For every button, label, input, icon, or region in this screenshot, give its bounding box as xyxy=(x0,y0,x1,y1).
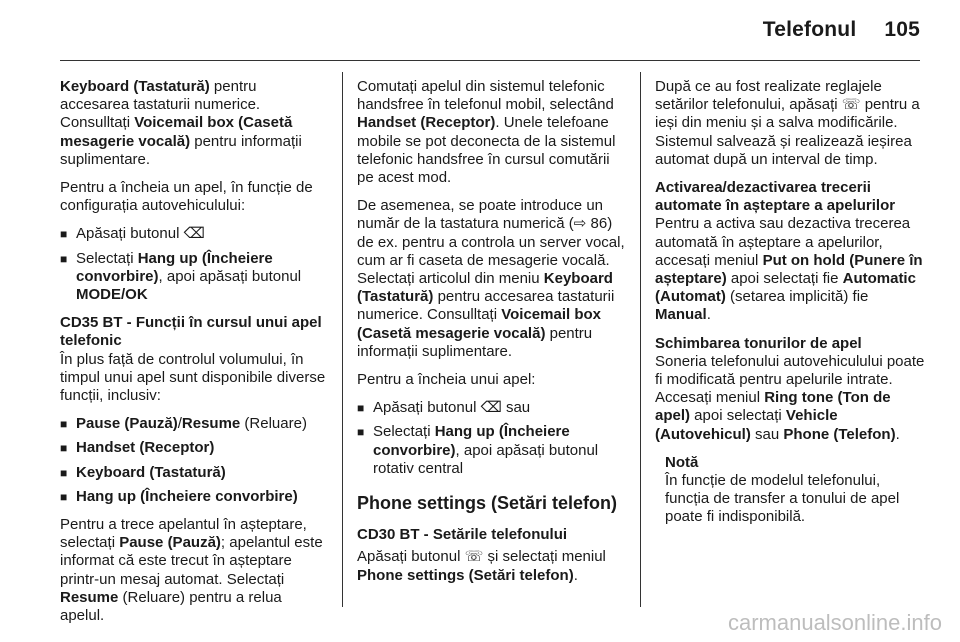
paragraph: După ce au fost realizate reglajele setărilor telefonului, apăsați ☏ pentru a ieși din meniu și a salva modificările. Sistemul salvează și realizează ieșirea automat după un interval de timp. xyxy=(655,78,920,168)
section-heading: CD35 BT - Funcții în cursul unui apel telefonic xyxy=(60,314,322,350)
text-run: pentru accesarea tastaturii numerice. Consulltați xyxy=(60,78,261,132)
paragraph: Pentru a încheia unui apel: xyxy=(357,371,536,389)
bold-term: Hang up (Încheiere convorbire) xyxy=(373,423,570,459)
list-item xyxy=(357,399,627,417)
text-run: Comutați apelul din sistemul telefonic handsfree în telefonul mobil, selectând xyxy=(357,78,614,114)
text-run: Pentru a trece apelantul în așteptare, selectați xyxy=(60,516,307,552)
column-1 xyxy=(60,78,328,635)
section-heading: Schimbarea tonurilor de apel xyxy=(655,334,862,352)
header-divider xyxy=(60,60,920,61)
text-run: / xyxy=(177,415,182,433)
note-text: În funcție de modelul telefonului, funcția de transfer a tonului de apel poate fi indisponibilă. xyxy=(665,472,900,526)
list-item xyxy=(357,423,627,478)
bold-term: MODE/OK xyxy=(76,286,148,304)
subsection-heading: CD30 BT - Setările telefonului xyxy=(357,526,568,544)
note-box xyxy=(655,454,925,527)
text-run: . xyxy=(573,566,578,584)
text-run: (Reluare) pentru a relua apelul. xyxy=(60,588,282,625)
text-run: pentru informații suplimentare. xyxy=(357,324,593,360)
bold-term: Pause (Pauză) xyxy=(119,534,221,552)
bullet-list xyxy=(357,399,627,478)
text-run: . xyxy=(895,425,900,443)
text-run: (setarea implicită) fie xyxy=(725,288,869,306)
bold-term: Hang up (Încheiere convorbire) xyxy=(76,249,273,285)
text-run: Apăsați butonul ☏ și selectați meniul xyxy=(357,548,606,566)
text-run: . Unele telefoane mobile se pot deconecta de la sistemul telefonic handsfree în cursul comutării pe acest mod. xyxy=(357,114,616,187)
list-item xyxy=(60,225,328,243)
column-divider-1 xyxy=(342,72,343,607)
list-item xyxy=(60,415,328,433)
text-run: Pentru a activa sau dezactiva trecerea automată în așteptare a apelurilor, accesați meniul xyxy=(655,215,911,269)
text-run: De asemenea, se poate introduce un număr de la tastatura numerică (⇨ 86) de ex. pentru a controla un server vocal, cum ar fi caseta de mesagerie vocală. Selectați articolul din meniu xyxy=(357,197,625,288)
bold-term: Keyboard (Tastatură) xyxy=(357,270,613,306)
page-header xyxy=(763,18,920,42)
list-item xyxy=(60,250,328,305)
watermark: carmanualsonline.info xyxy=(727,610,942,635)
text-run: , apoi apăsați butonul xyxy=(158,267,302,285)
paragraph xyxy=(60,78,328,169)
bold-term: Put on hold (Punere în așteptare) xyxy=(655,251,923,288)
bold-term: Phone settings (Setări telefon) xyxy=(357,566,574,584)
bold-term: Handset (Receptor) xyxy=(357,114,496,132)
paragraph xyxy=(357,548,627,584)
text-run: sau xyxy=(750,425,784,443)
paragraph xyxy=(357,197,627,361)
bold-term: Voicemail box (Casetă mesagerie vocală) xyxy=(60,114,293,150)
note-title: Notă xyxy=(665,453,699,471)
bold-term: Phone (Telefon) xyxy=(783,425,896,443)
bold-term: Voicemail box (Casetă mesagerie vocală) xyxy=(357,306,601,342)
bullet-list xyxy=(60,225,328,304)
bold-term: Ring tone (Ton de apel) xyxy=(655,389,891,425)
bold-term: Hang up (Încheiere convorbire) xyxy=(76,487,298,505)
text-run: Selectați xyxy=(76,249,138,267)
text-run: Apăsați butonul xyxy=(76,225,184,243)
paragraph xyxy=(655,353,925,444)
bold-term: Manual xyxy=(655,306,707,324)
paragraph xyxy=(655,215,925,324)
text-run: Apăsați butonul ⌫ sau xyxy=(373,399,531,417)
bold-term: Pause (Pauză) xyxy=(76,415,178,433)
paragraph: Pentru a încheia un apel, în funcție de configurația autovehiculului: xyxy=(60,179,313,215)
text-run: ; apelantul este informat că este trecut în așteptare printr-un mesaj automat. Selectați xyxy=(60,534,323,588)
bold-term: Resume xyxy=(181,415,241,433)
text-run: apoi selectați fie xyxy=(726,270,843,288)
paragraph xyxy=(60,516,328,625)
bold-term: Keyboard (Tastatură) xyxy=(76,463,226,481)
column-divider-2 xyxy=(640,72,641,607)
text-run: Selectați xyxy=(373,423,435,441)
bold-term: Vehicle (Autovehicul) xyxy=(655,407,838,443)
text-run: ⌫ xyxy=(183,225,205,243)
page-number: 105 xyxy=(884,18,920,41)
list-item xyxy=(60,439,328,457)
text-run: (Reluare) xyxy=(240,415,307,433)
text-run: . xyxy=(706,306,711,324)
section-heading: Activarea/dezactivarea trecerii automate în așteptare a apelurilor xyxy=(655,179,896,215)
text-run: apoi selectați xyxy=(690,407,786,425)
bold-term: Automatic (Automat) xyxy=(655,270,916,306)
bold-term: Resume xyxy=(60,588,119,606)
bold-term: Keyboard (Tastatură) xyxy=(60,78,210,95)
list-item xyxy=(60,464,328,482)
paragraph: În plus față de controlul volumului, în timpul unui apel sunt disponibile diverse funcții, inclusiv: xyxy=(60,350,326,405)
column-3 xyxy=(655,78,925,527)
text-run: , apoi apăsați butonul rotativ central xyxy=(373,441,599,477)
text-run: Soneria telefonului autovehiculului poate fi modificată pentru apelurile intrate. Accesați meniul xyxy=(655,352,925,407)
text-run: pentru accesarea tastaturii numerice. Consulltați xyxy=(357,288,615,324)
list-item xyxy=(60,488,328,506)
bold-term: Handset (Receptor) xyxy=(76,439,215,457)
page-title: Telefonul xyxy=(762,18,857,41)
text-run: pentru informații suplimentare. xyxy=(60,132,302,168)
bullet-list xyxy=(60,415,328,506)
section-title: Phone settings (Setări telefon) xyxy=(357,493,618,514)
paragraph xyxy=(357,78,627,187)
column-2 xyxy=(357,78,627,595)
